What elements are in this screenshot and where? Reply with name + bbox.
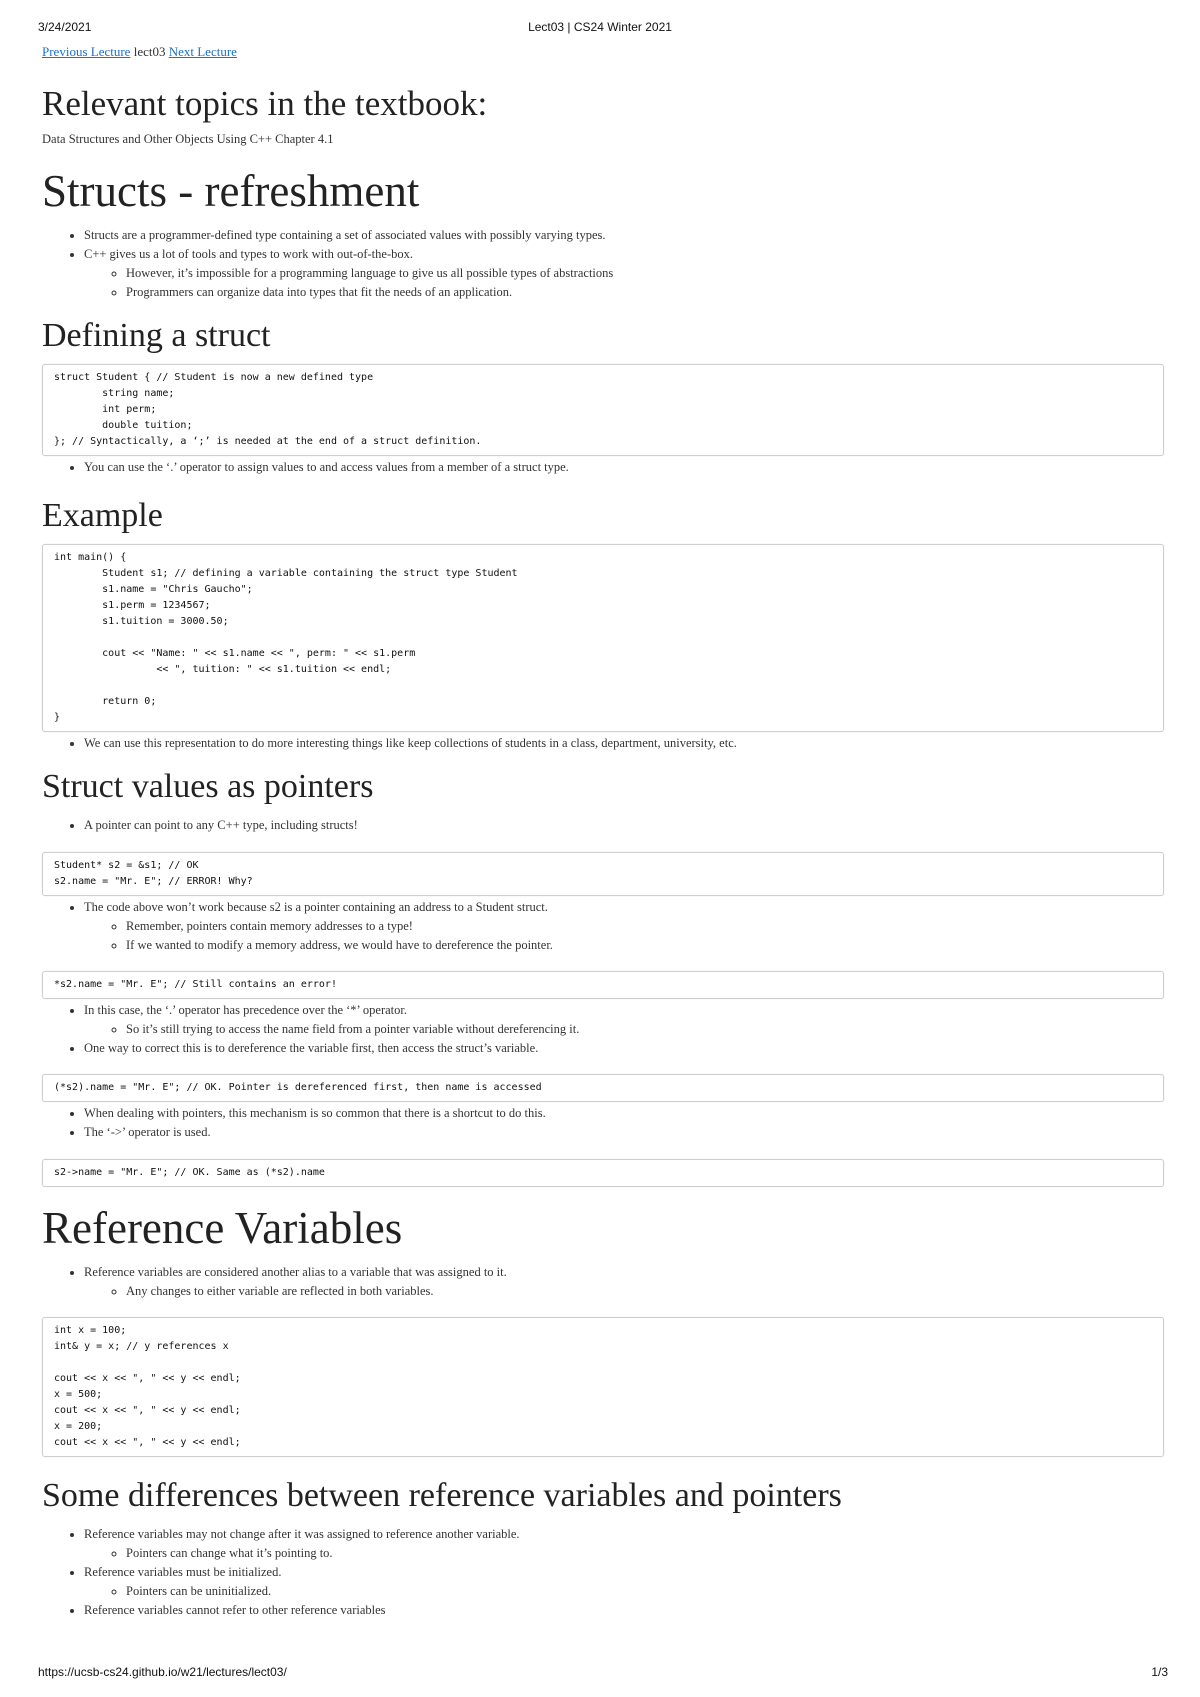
example-list <box>42 734 1164 753</box>
list-item-text: The code above won’t work because s2 is a pointer containing an address to a Student struct. <box>84 900 548 914</box>
lecture-nav <box>42 42 1164 62</box>
list-item-text: C++ gives us a lot of tools and types to work with out-of-the-box. <box>84 247 413 261</box>
list-item: ◦ Remember, pointers contain memory addresses to a type! <box>126 917 1164 936</box>
list-item-text: Reference variables are considered another alias to a variable that was assigned to it. <box>84 1265 507 1279</box>
list-item: • The ‘->’ operator is used. <box>84 1123 1164 1142</box>
list-item <box>84 1563 1164 1601</box>
list-item <box>84 1525 1164 1563</box>
pointers-list-3 <box>42 1001 1164 1058</box>
sub-list <box>84 264 1164 302</box>
pointers-list-1 <box>42 816 1164 835</box>
list-item <box>84 245 1164 302</box>
list-item: • Reference variables cannot refer to other reference variables <box>84 1601 1164 1620</box>
list-item: • When dealing with pointers, this mechanism is so common that there is a shortcut to do this. <box>84 1104 1164 1123</box>
struct-pointers-heading: Struct values as pointers <box>42 768 374 805</box>
list-item <box>84 1001 1164 1039</box>
code-block-references: int x = 100; int& y = x; // y references x cout << x << ", " << y << endl; x = 500; cout << x << ", " << y << endl; x = 200; cout << x << ", " << y << endl; <box>42 1317 1164 1457</box>
code-block-example: int main() { Student s1; // defining a variable containing the struct type Student s1.name = "Chris Gaucho"; s1.perm = 1234567; s1.tuition = 3000.50; cout << "Name: " << s1.name << ", perm: " << s1.perm << ", tuition: " << s1.tuition << endl; return 0; } <box>42 544 1164 732</box>
list-item-text: Reference variables must be initialized. <box>84 1565 282 1579</box>
differences-list <box>42 1525 1164 1620</box>
list-item: ◦ Programmers can organize data into types that fit the needs of an application. <box>126 283 1164 302</box>
defining-struct-heading: Defining a struct <box>42 317 271 354</box>
sub-list <box>84 1582 1164 1601</box>
reference-variables-heading: Reference Variables <box>42 1203 403 1253</box>
defining-list <box>42 458 1164 477</box>
list-item-text: In this case, the ‘.’ operator has precedence over the ‘*’ operator. <box>84 1003 407 1017</box>
current-lecture-label: lect03 <box>133 44 166 59</box>
next-lecture-link[interactable]: Next Lecture <box>168 44 237 59</box>
list-item: • You can use the ‘.’ operator to assign values to and access values from a member of a struct type. <box>84 458 1164 477</box>
print-footer <box>0 1665 1200 1681</box>
page-number: 1/3 <box>1151 1665 1168 1679</box>
list-item: ◦ Pointers can change what it’s pointing to. <box>126 1544 1164 1563</box>
pointers-list-4 <box>42 1104 1164 1142</box>
topics-text: Data Structures and Other Objects Using C++ Chapter 4.1 <box>42 132 334 146</box>
sub-list <box>84 917 1164 955</box>
differences-heading: Some differences between reference variables and pointers <box>42 1477 842 1514</box>
list-item: • A pointer can point to any C++ type, including structs! <box>84 816 1164 835</box>
code-block-struct-definition: struct Student { // Student is now a new defined type string name; int perm; double tuition; }; // Syntactically, a ‘;’ is needed at the end of a struct definition. <box>42 364 1164 456</box>
structs-refreshment-heading: Structs - refreshment <box>42 166 420 216</box>
sub-list <box>84 1020 1164 1039</box>
list-item <box>84 898 1164 955</box>
example-heading: Example <box>42 497 163 534</box>
list-item <box>84 1263 1164 1301</box>
sub-list <box>84 1544 1164 1563</box>
code-block-deref-ok: (*s2).name = "Mr. E"; // OK. Pointer is dereferenced first, then name is accessed <box>42 1074 1164 1102</box>
previous-lecture-link[interactable]: Previous Lecture <box>42 44 131 59</box>
references-list <box>42 1263 1164 1301</box>
print-title: Lect03 | CS24 Winter 2021 <box>528 20 672 34</box>
list-item: ◦ Pointers can be uninitialized. <box>126 1582 1164 1601</box>
list-item-text: Reference variables may not change after it was assigned to reference another variable. <box>84 1527 520 1541</box>
code-block-arrow-operator: s2->name = "Mr. E"; // OK. Same as (*s2).name <box>42 1159 1164 1187</box>
list-item: • One way to correct this is to dereference the variable first, then access the struct’s variable. <box>84 1039 1164 1058</box>
print-header <box>0 20 1200 36</box>
code-block-pointer-error: Student* s2 = &s1; // OK s2.name = "Mr. E"; // ERROR! Why? <box>42 852 1164 896</box>
code-block-deref-error: *s2.name = "Mr. E"; // Still contains an error! <box>42 971 1164 999</box>
print-date: 3/24/2021 <box>38 20 92 34</box>
structs-refreshment-list <box>42 226 1164 302</box>
list-item: • We can use this representation to do more interesting things like keep collections of students in a class, department, university, etc. <box>84 734 1164 753</box>
pointers-list-2 <box>42 898 1164 955</box>
sub-list <box>84 1282 1164 1301</box>
list-item: ◦ So it’s still trying to access the name field from a pointer variable without dereferencing it. <box>126 1020 1164 1039</box>
print-url: https://ucsb-cs24.github.io/w21/lectures/lect03/ <box>38 1665 287 1679</box>
lecture-content <box>42 42 1164 1620</box>
topics-heading: Relevant topics in the textbook: <box>42 84 488 123</box>
list-item: • Structs are a programmer-defined type containing a set of associated values with possibly varying types. <box>84 226 1164 245</box>
list-item: ◦ Any changes to either variable are reflected in both variables. <box>126 1282 1164 1301</box>
list-item: ◦ However, it’s impossible for a programming language to give us all possible types of abstractions <box>126 264 1164 283</box>
list-item: ◦ If we wanted to modify a memory address, we would have to dereference the pointer. <box>126 936 1164 955</box>
